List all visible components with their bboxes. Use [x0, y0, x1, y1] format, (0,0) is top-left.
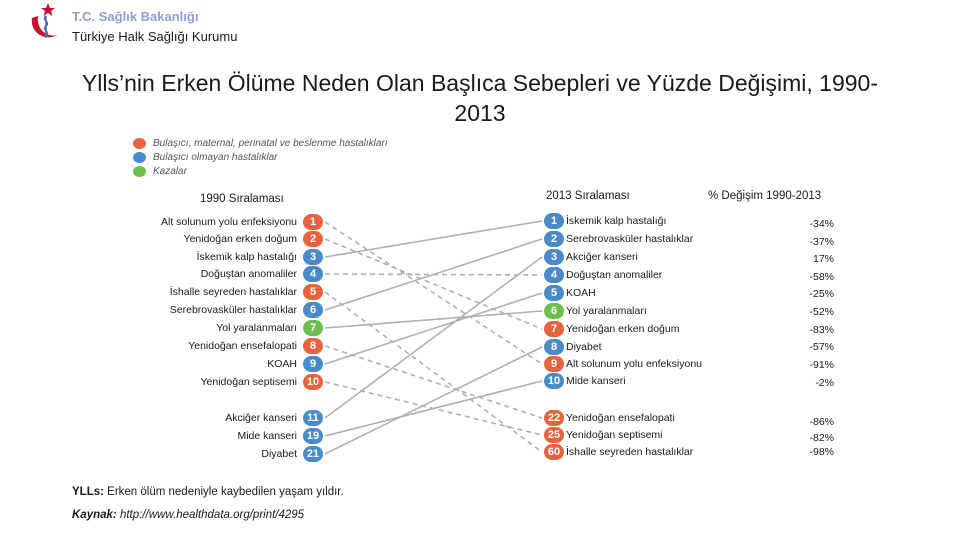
- rank-1990-label: Doğuştan anomaliler: [200, 268, 297, 280]
- percent-change-value: -52%: [809, 306, 834, 318]
- rank-1990-label: Akciğer kanseri: [225, 412, 297, 424]
- right-column-header: 2013 Sıralaması: [546, 190, 630, 202]
- rank-1990-badge: 5: [303, 284, 323, 300]
- legend-label: Bulaşıcı, maternal, perinatal ve beslenme hastalıkları: [153, 138, 388, 149]
- page-title: Ylls’nin Erken Ölüme Neden Olan Başlıca Sebepleri ve Yüzde Değişimi, 1990-2013: [81, 70, 879, 126]
- percent-change-value: -86%: [809, 416, 834, 428]
- rank-2013-badge: 10: [544, 373, 564, 389]
- rank-1990-label: Yenidoğan ensefalopati: [188, 340, 297, 352]
- rank-connector-line: [325, 346, 542, 418]
- rank-connector-line: [325, 221, 542, 257]
- percent-change-value: 17%: [812, 253, 834, 265]
- legend-label: Bulaşıcı olmayan hastalıklar: [153, 152, 278, 163]
- rank-2013-label: KOAH: [566, 287, 596, 299]
- change-column-header: % Değişim 1990-2013: [708, 190, 822, 202]
- rank-2013-label: Akciğer kanseri: [566, 251, 638, 263]
- rank-1990-label: Yol yaralanmaları: [216, 322, 297, 334]
- rank-1990-label: Yenidoğan septisemi: [200, 376, 297, 388]
- rank-1990-badge: 10: [303, 374, 323, 390]
- rank-1990-badge: 1: [303, 214, 323, 230]
- footnote-ylls-text: Erken ölüm nedeniyle kaybedilen yaşam yıldır.: [107, 486, 344, 498]
- footnote-source-link[interactable]: http://www.healthdata.org/print/4295: [119, 509, 305, 521]
- percent-change-value: -25%: [809, 288, 834, 300]
- percent-change-value: -83%: [809, 324, 834, 336]
- rank-2013-label: Diyabet: [566, 341, 602, 353]
- percent-change-value: -57%: [809, 341, 834, 353]
- rank-2013-badge: 6: [544, 303, 564, 319]
- rank-connector-line: [325, 293, 542, 364]
- rank-connector-line: [325, 311, 542, 328]
- rank-1990-label: Alt solunum yolu enfeksiyonu: [161, 216, 297, 228]
- rank-2013-badge: 3: [544, 249, 564, 265]
- rank-2013-badge: 7: [544, 321, 564, 337]
- left-column-header: 1990 Sıralaması: [200, 193, 284, 205]
- rank-1990-label: İshalle seyreden hastalıklar: [169, 286, 297, 298]
- rank-1990-label: Yenidoğan erken doğum: [183, 233, 297, 245]
- rank-2013-label: İshalle seyreden hastalıklar: [566, 446, 694, 458]
- legend-label: Kazalar: [153, 166, 187, 177]
- footnote-ylls-term: YLLs:: [72, 486, 104, 498]
- rank-connector-line: [325, 222, 542, 364]
- footnote-source-term: Kaynak:: [72, 509, 117, 521]
- rank-2013-label: Mide kanseri: [566, 375, 626, 387]
- rank-2013-badge: 9: [544, 356, 564, 372]
- rank-2013-badge: 8: [544, 339, 564, 355]
- rank-1990-badge: 8: [303, 338, 323, 354]
- rank-1990-label: Serebrovasküler hastalıklar: [169, 304, 297, 316]
- rank-1990-label: İskemik kalp hastalığı: [196, 251, 297, 263]
- rank-2013-badge: 2: [544, 231, 564, 247]
- percent-change-value: -2%: [815, 377, 834, 389]
- rank-2013-badge: 4: [544, 267, 564, 283]
- rank-2013-badge: 5: [544, 285, 564, 301]
- footnote-source: [72, 509, 304, 521]
- rank-2013-badge: 60: [544, 444, 564, 460]
- rank-2013-label: Alt solunum yolu enfeksiyonu: [566, 358, 702, 370]
- rank-connector-line: [325, 347, 542, 454]
- rank-2013-badge: 22: [544, 410, 564, 426]
- rank-2013-label: İskemik kalp hastalığı: [566, 215, 667, 227]
- percent-change-value: -98%: [809, 446, 834, 458]
- rank-2013-badge: 25: [544, 427, 564, 443]
- rank-2013-badge: 1: [544, 213, 564, 229]
- rank-2013-label: Yenidoğan erken doğum: [566, 323, 680, 335]
- rank-1990-label: KOAH: [267, 358, 297, 370]
- rank-1990-badge: 7: [303, 320, 323, 336]
- percent-change-value: -58%: [809, 271, 834, 283]
- rank-1990-badge: 19: [303, 428, 323, 444]
- rank-1990-badge: 6: [303, 302, 323, 318]
- org-name-ministry: T.C. Sağlık Bakanlığı: [72, 9, 199, 24]
- rank-1990-label: Diyabet: [261, 448, 297, 460]
- rank-2013-label: Yol yaralanmaları: [566, 305, 647, 317]
- rank-1990-badge: 4: [303, 266, 323, 282]
- rank-1990-badge: 2: [303, 231, 323, 247]
- percent-change-value: -37%: [809, 236, 834, 248]
- rank-1990-badge: 21: [303, 446, 323, 462]
- rank-1990-badge: 11: [303, 410, 323, 426]
- rank-2013-label: Serebrovasküler hastalıklar: [566, 233, 694, 245]
- rank-1990-badge: 9: [303, 356, 323, 372]
- rank-2013-label: Yenidoğan ensefalopati: [566, 412, 675, 424]
- rank-connector-line: [325, 257, 542, 418]
- rank-2013-label: Doğuştan anomaliler: [566, 269, 663, 281]
- footnote-ylls: [72, 486, 344, 498]
- rank-1990-badge: 3: [303, 249, 323, 265]
- org-name-institution: Türkiye Halk Sağlığı Kurumu: [72, 29, 238, 44]
- rank-1990-label: Mide kanseri: [237, 430, 297, 442]
- percent-change-value: -82%: [809, 432, 834, 444]
- percent-change-value: -91%: [809, 359, 834, 371]
- rank-2013-label: Yenidoğan septisemi: [566, 429, 663, 441]
- percent-change-value: -34%: [809, 218, 834, 230]
